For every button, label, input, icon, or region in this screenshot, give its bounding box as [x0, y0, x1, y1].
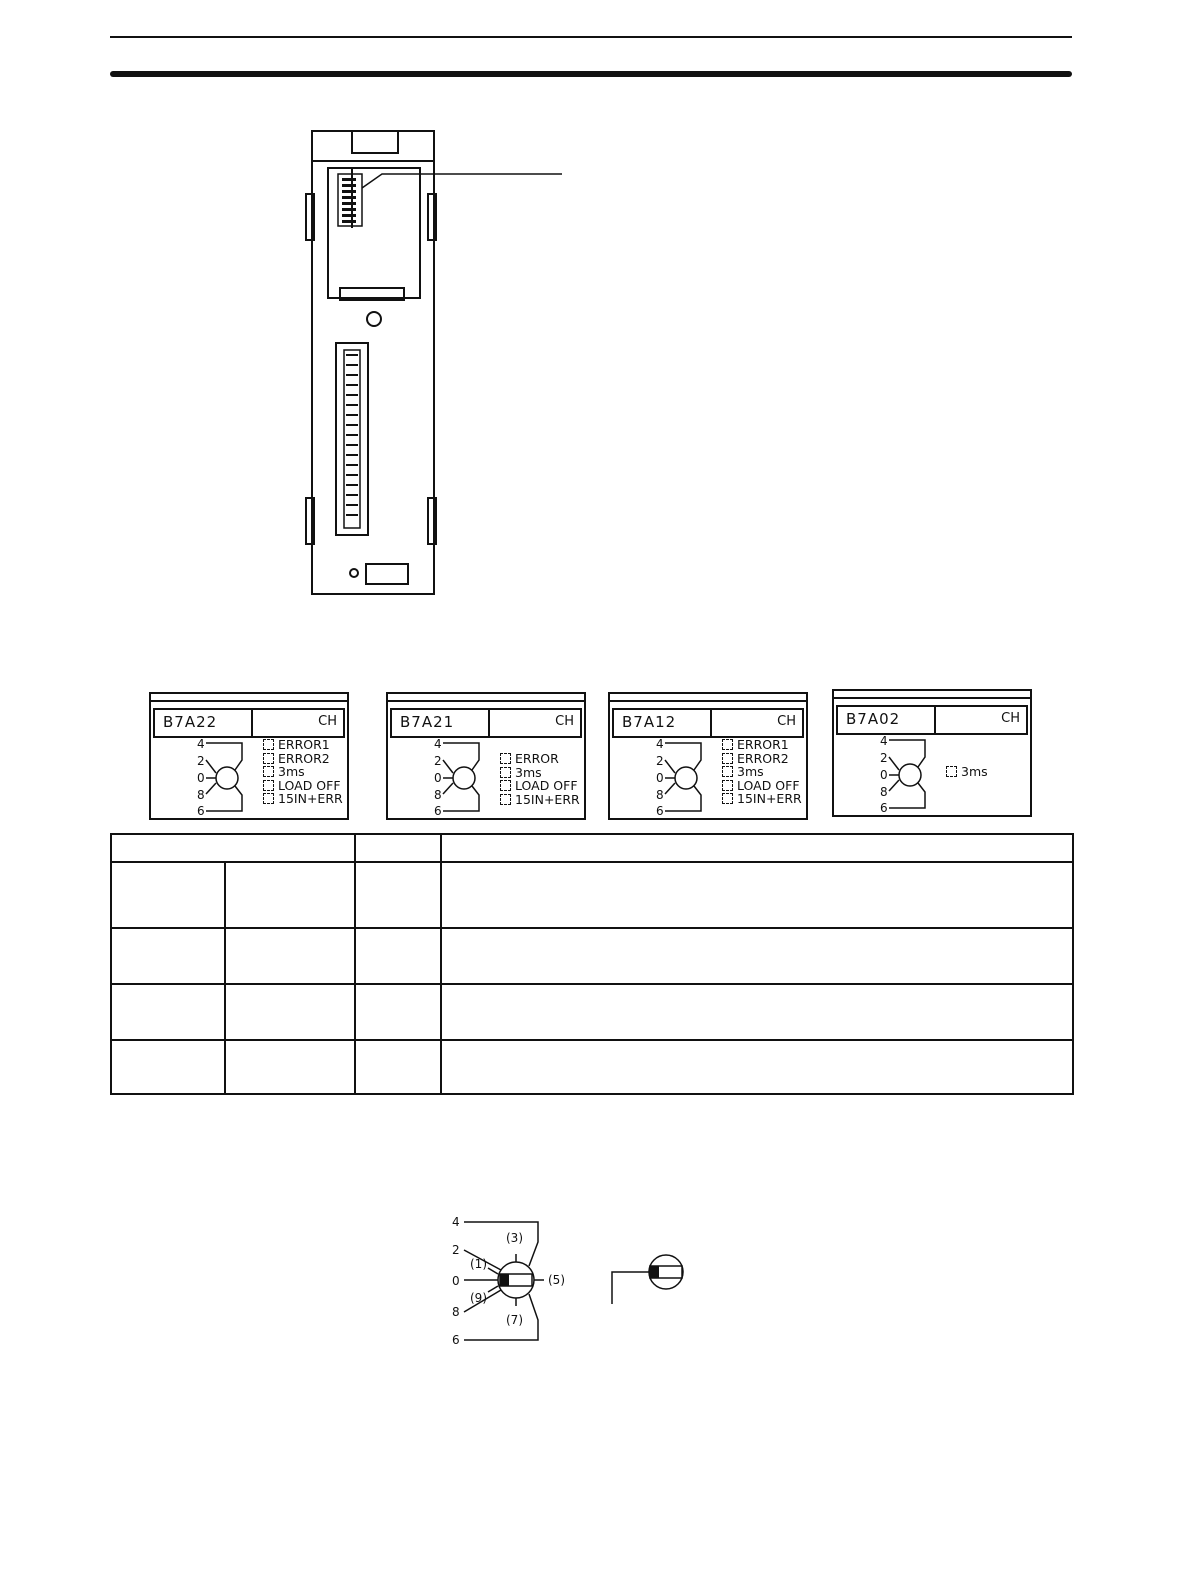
table-row — [111, 1040, 1073, 1094]
svg-text:4: 4 — [434, 738, 442, 751]
model-label: B7A02 — [846, 710, 901, 728]
unit-housing — [312, 131, 434, 594]
flag-item: LOAD OFF — [500, 779, 580, 793]
svg-text:6: 6 — [656, 804, 664, 816]
flag-item: 3ms — [263, 765, 343, 779]
flag-item: 15IN+ERR — [722, 792, 802, 806]
table-cell — [355, 984, 441, 1040]
rotary-switch-detail-diagram — [440, 1210, 700, 1350]
svg-text:2: 2 — [656, 754, 664, 768]
flag-item: ERROR2 — [722, 752, 802, 766]
table-cell — [355, 1040, 441, 1094]
table-cell — [355, 862, 441, 928]
svg-text:0: 0 — [880, 768, 888, 782]
flag-item: 15IN+ERR — [500, 793, 580, 807]
model-label: B7A12 — [622, 713, 677, 731]
svg-text:0: 0 — [656, 771, 664, 785]
svg-text:6: 6 — [880, 801, 888, 813]
nameplate-b7a12 — [608, 692, 808, 820]
table-cell — [441, 1040, 1073, 1094]
svg-text:4: 4 — [656, 738, 664, 751]
header-rule-thin — [110, 36, 1072, 38]
channel-label: CH — [555, 714, 574, 729]
nameplate-b7a21 — [386, 692, 586, 820]
table-cell — [225, 1040, 355, 1094]
position-label: 0 — [452, 1274, 460, 1288]
svg-text:0: 0 — [197, 771, 205, 785]
table-cell — [355, 928, 441, 984]
settings-table — [110, 833, 1074, 1095]
svg-text:6: 6 — [434, 804, 442, 816]
table-cell — [225, 862, 355, 928]
header-rule-thick — [110, 71, 1072, 77]
flag-item: LOAD OFF — [263, 779, 343, 793]
position-label: 6 — [452, 1333, 460, 1347]
position-label: 8 — [452, 1305, 460, 1319]
position-label: (1) — [470, 1257, 487, 1271]
dip-switch-block — [338, 174, 362, 226]
flag-item: ERROR1 — [263, 738, 343, 752]
svg-text:8: 8 — [880, 785, 888, 799]
connector — [336, 343, 368, 535]
table-cell — [441, 834, 1073, 862]
table-cell — [111, 862, 225, 928]
table-cell — [225, 984, 355, 1040]
nameplate-b7a22 — [149, 692, 349, 820]
position-label: 2 — [452, 1243, 460, 1257]
table-cell — [441, 928, 1073, 984]
model-label: B7A22 — [163, 713, 218, 731]
nameplate-b7a02 — [832, 689, 1032, 817]
table-cell — [225, 928, 355, 984]
unit-front-view-drawing — [300, 128, 570, 598]
table-row — [111, 862, 1073, 928]
flag-item: LOAD OFF — [722, 779, 802, 793]
flag-item: ERROR1 — [722, 738, 802, 752]
position-label: (9) — [470, 1291, 487, 1305]
leader-line — [362, 174, 562, 188]
flag-item: 3ms — [500, 766, 580, 780]
position-label: (7) — [506, 1313, 523, 1327]
flag-item: ERROR2 — [263, 752, 343, 766]
channel-label: CH — [777, 714, 796, 729]
indicator-hole — [367, 312, 381, 326]
position-label: (3) — [506, 1231, 523, 1245]
svg-text:0: 0 — [434, 771, 442, 785]
table-row — [111, 984, 1073, 1040]
svg-text:2: 2 — [197, 754, 205, 768]
svg-text:8: 8 — [656, 788, 664, 802]
table-cell — [441, 984, 1073, 1040]
table-cell — [111, 1040, 225, 1094]
svg-text:6: 6 — [197, 804, 205, 816]
svg-text:8: 8 — [434, 788, 442, 802]
dip-switch-window — [328, 168, 420, 298]
rotary-switch-icon — [416, 738, 486, 816]
flag-item: 3ms — [946, 765, 988, 779]
table-row — [111, 928, 1073, 984]
svg-text:4: 4 — [880, 735, 888, 748]
table-cell — [111, 834, 355, 862]
flag-item: 15IN+ERR — [263, 792, 343, 806]
channel-label: CH — [1001, 711, 1020, 726]
rotary-switch-icon — [179, 738, 249, 816]
flag-item: 3ms — [722, 765, 802, 779]
table-cell — [111, 928, 225, 984]
table-cell — [355, 834, 441, 862]
svg-text:4: 4 — [197, 738, 205, 751]
svg-text:8: 8 — [197, 788, 205, 802]
rotary-switch-icon — [638, 738, 708, 816]
svg-text:2: 2 — [880, 751, 888, 765]
rotary-switch-icon — [862, 735, 932, 813]
position-label: 4 — [452, 1215, 460, 1229]
model-label: B7A21 — [400, 713, 455, 731]
flag-item: ERROR — [500, 752, 580, 766]
table-header-row — [111, 834, 1073, 862]
channel-label: CH — [318, 714, 337, 729]
position-label: (5) — [548, 1273, 565, 1287]
svg-text:2: 2 — [434, 754, 442, 768]
table-cell — [441, 862, 1073, 928]
table-cell — [111, 984, 225, 1040]
